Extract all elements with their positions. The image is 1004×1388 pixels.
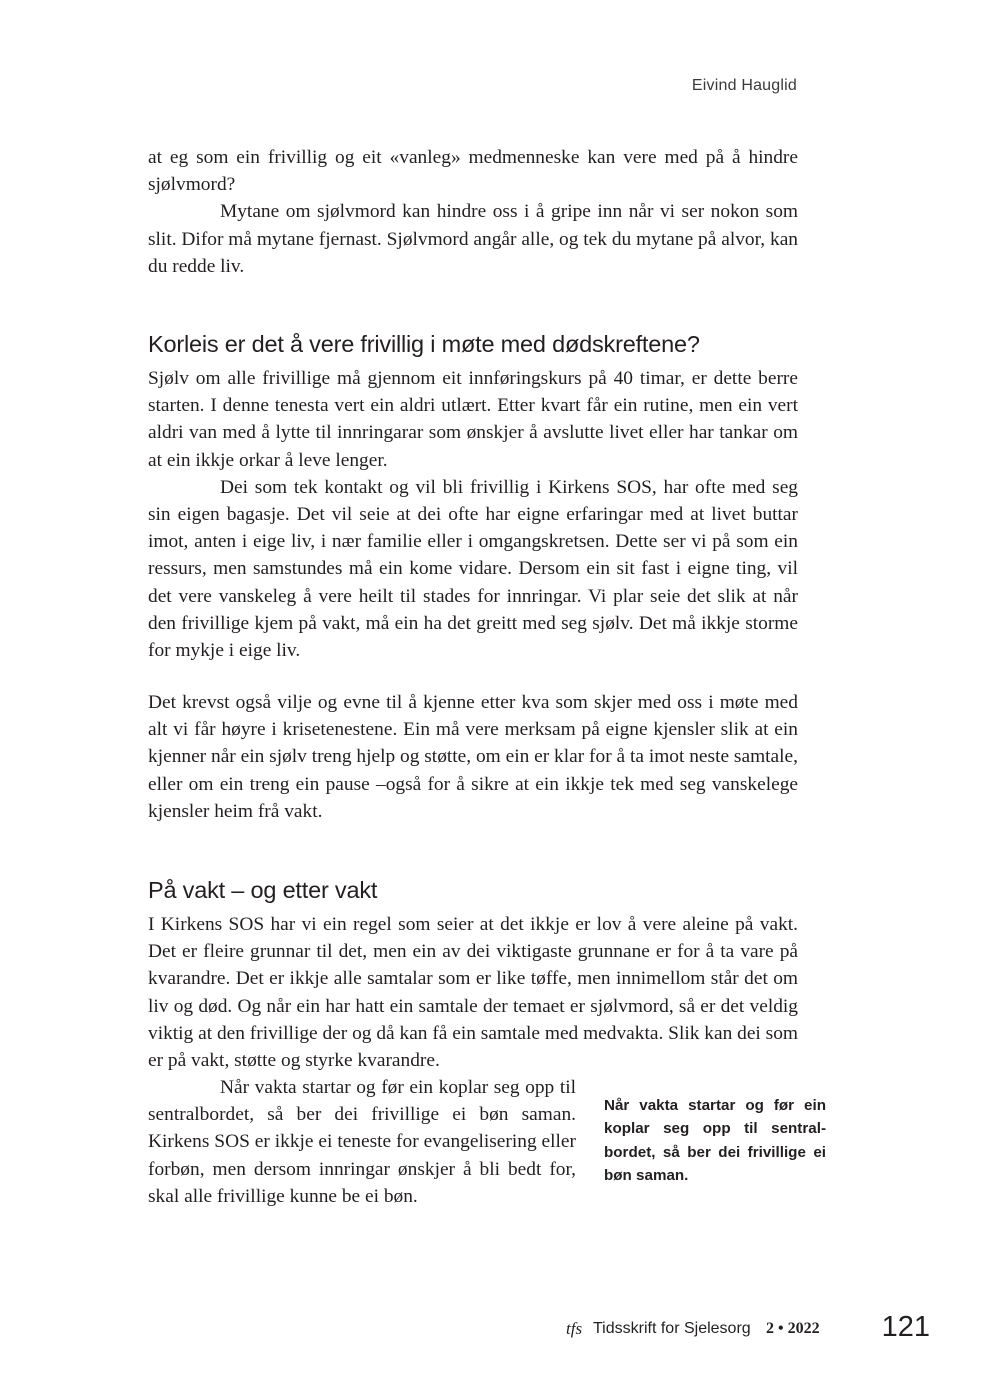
section-body — [148, 911, 798, 1074]
journal-name: Tidsskrift for Sjelesorg — [593, 1320, 751, 1337]
section-heading: Korleis er det å vere frivillig i møte med dødskreftene? — [148, 331, 700, 357]
page-footer — [560, 1311, 930, 1346]
paragraph: I Kirkens SOS har vi ein regel som seier at det ikkje er lov å vere aleine på vakt. Det er fleire grunnar til det, men ein av dei viktigaste grunnane er for å ta vare på kvarandre. Det er ikkje alle samtalar som er like tøffe, men innimellom står det om liv og død. Og når ein har hatt ein samtale der temaet er sjølvmord, så er det veldig viktig at den frivillige der og då kan få ein samtale med medvakta. Slik kan dei som er på vakt, støtte og styrke kvarandre. — [148, 914, 798, 1072]
paragraph: Sjølv om alle frivillige må gjennom eit innføringskurs på 40 timar, er dette berre starten. I denne tenesta vert ein aldri utlært. Etter kvart får ein rutine, men ein vert aldri van med å lytte til innringarar som ønskjer å avslutte livet eller har tankar om at ein ikkje orkar å leve lenger. — [148, 368, 798, 471]
paragraph: Mytane om sjølvmord kan hindre oss i å gripe inn når vi ser nokon som slit. Difor må mytane fjernast. Sjølvmord angår alle, og tek du mytane på alvor, kan du redde liv. — [148, 201, 798, 277]
running-head-author: Eivind Hauglid — [691, 77, 797, 94]
issue-number: 2 • 2022 — [766, 1320, 820, 1337]
intro-text — [148, 144, 798, 280]
paragraph: Når vakta startar og før ein koplar seg opp til sentralbordet, så ber dei frivillige ei bøn saman. Kirkens SOS er ikkje ei teneste for evangelisering eller forbøn, men dersom innringar ønskjer å bli bedt for, skal alle frivillige kunne be ei bøn. — [148, 1077, 576, 1207]
paragraph: Det krevst også vilje og evne til å kjenne etter kva som skjer med oss i møte med alt vi får høyre i krisetenestene. Ein må vere merksam på eigne kjensler slik at ein kjenner når ein sjølv treng hjelp og støtte, om ein er klar for å ta imot neste samtale, eller om ein treng ein pause –også for å sikre at ein ikkje tek med seg vanskelege kjensler heim frå vakt. — [148, 692, 798, 822]
pull-quote: Når vakta startar og før ein koplar seg opp til sentralbordet, så ber dei frivillige ei bøn saman. — [604, 1097, 826, 1184]
page-number: 121 — [881, 1311, 930, 1343]
section-body — [148, 365, 798, 664]
paragraph: at eg som ein frivillig og eit «vanleg» medmenneske kan vere med på å hindre sjølvmord? — [148, 147, 798, 196]
paragraph: Dei som tek kontakt og vil bli frivillig i Kirkens SOS, har ofte med seg sin eigen bagasje. Det vil seie at dei ofte har eigne erfaringar med at livet buttar imot, anten i eige liv, i nær familie eller i omgangskretsen. Dette ser vi på som ein ressurs, men samstundes må ein kome vidare. Dersom ein sit fast i eigne ting, vil det vere vanskeleg å vere heilt til stades for innringar. Vi plar seie det slik at når den frivillige kjem på vakt, må ein ha det greitt med seg sjølv. Det må ikkje storme for mykje i eige liv. — [148, 476, 798, 662]
section-body-column — [148, 1074, 576, 1210]
journal-abbreviation: tfs — [566, 1319, 583, 1338]
section-body — [148, 689, 798, 825]
section-heading: På vakt – og etter vakt — [148, 877, 378, 903]
